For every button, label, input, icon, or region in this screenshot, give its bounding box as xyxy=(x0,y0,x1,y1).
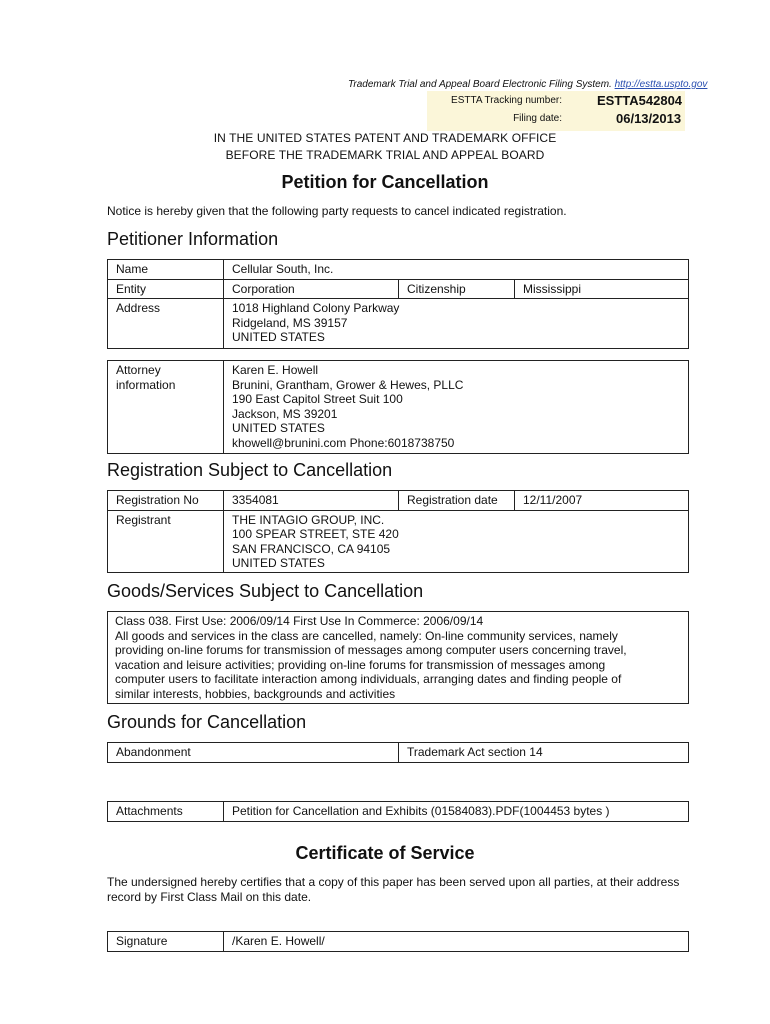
registration-table xyxy=(107,490,689,573)
goods-line: vacation and leisure activities; providing on-line forums for transmission of messages among xyxy=(115,657,606,672)
certificate-heading: Certificate of Service xyxy=(295,843,475,863)
address-line: UNITED STATES xyxy=(232,330,325,344)
ground-value: Abandonment xyxy=(108,743,399,762)
tracking-value: ESTTA542804 xyxy=(597,93,683,108)
signature-row xyxy=(108,932,688,951)
address-value xyxy=(224,299,688,348)
act-value: Trademark Act section 14 xyxy=(407,745,543,759)
attorney-label xyxy=(108,361,224,453)
attorney-line: Jackson, MS 39201 xyxy=(232,406,338,421)
entity-value: Corporation xyxy=(224,280,399,299)
registration-heading: Registration Subject to Cancellation xyxy=(107,460,393,480)
filing-date-label: Filing date: xyxy=(513,113,562,124)
attachments-row xyxy=(108,802,688,821)
goods-line: providing on-line forums for transmission of messages among computer users concerning travel, xyxy=(115,643,627,657)
name-label: Name xyxy=(108,260,224,279)
attorney-line: Karen E. Howell xyxy=(232,363,319,377)
attachments-value[interactable]: Petition for Cancellation and Exhibits (01584083).PDF(1004453 bytes ) xyxy=(232,804,610,818)
address-row xyxy=(108,298,688,348)
attorney-row xyxy=(108,361,688,453)
registrant-row xyxy=(108,510,688,572)
attorney-label-line: information xyxy=(116,377,176,392)
goods-line: Class 038. First Use: 2006/09/14 First Use In Commerce: 2006/09/14 xyxy=(115,614,484,628)
entity-label: Entity xyxy=(108,280,224,299)
goods-line: All goods and services in the class are cancelled, namely: On-line community services, namely xyxy=(115,628,618,643)
office-line-1: IN THE UNITED STATES PATENT AND TRADEMARK OFFICE xyxy=(213,131,557,145)
page-title: Petition for Cancellation xyxy=(281,172,489,192)
address-line: 1018 Highland Colony Parkway xyxy=(232,301,400,315)
tracking-label: ESTTA Tracking number: xyxy=(451,95,562,106)
petitioner-table xyxy=(107,259,689,349)
reg-no-row xyxy=(108,491,688,510)
system-header xyxy=(348,79,707,90)
grounds-row xyxy=(108,743,688,762)
attorney-line: Brunini, Grantham, Grower & Hewes, PLLC xyxy=(232,377,464,392)
goods-box xyxy=(107,611,689,704)
registrant-line: SAN FRANCISCO, CA 94105 xyxy=(232,541,391,556)
filing-date-value: 06/13/2013 xyxy=(616,111,682,126)
attorney-line: 190 East Capitol Street Suit 100 xyxy=(232,392,403,406)
petitioner-heading: Petitioner Information xyxy=(107,229,279,249)
reg-no-value: 3354081 xyxy=(224,491,399,510)
goods-line: computer users to facilitate interaction among individuals, arranging dates and finding people of xyxy=(115,672,622,686)
goods-line: similar interests, hobbies, backgrounds and activities xyxy=(115,686,396,701)
address-line: Ridgeland, MS 39157 xyxy=(232,315,348,330)
citizenship-value: Mississippi xyxy=(523,281,582,296)
attorney-table xyxy=(107,360,689,454)
registrant-line: UNITED STATES xyxy=(232,556,325,570)
registrant-line: THE INTAGIO GROUP, INC. xyxy=(232,512,385,527)
grounds-table xyxy=(107,742,689,763)
attorney-label-line: Attorney xyxy=(116,363,161,377)
goods-heading: Goods/Services Subject to Cancellation xyxy=(107,581,424,601)
signature-label: Signature xyxy=(108,932,224,951)
attorney-value xyxy=(224,361,688,453)
entity-row xyxy=(108,279,688,299)
attachments-label: Attachments xyxy=(108,802,224,821)
estta-link[interactable]: http://estta.uspto.gov xyxy=(614,79,708,90)
reg-no-label: Registration No xyxy=(108,491,224,510)
address-label: Address xyxy=(108,299,224,348)
signature-table xyxy=(107,931,689,952)
system-text: Trademark Trial and Appeal Board Electronic Filing System. xyxy=(348,79,612,90)
reg-date-value: 12/11/2007 xyxy=(523,493,583,507)
citizenship-label: Citizenship xyxy=(399,280,515,299)
attorney-line: UNITED STATES xyxy=(232,421,325,435)
registrant-label: Registrant xyxy=(108,511,224,572)
attorney-line: khowell@brunini.com Phone:6018738750 xyxy=(232,435,455,450)
grounds-heading: Grounds for Cancellation xyxy=(107,712,307,732)
certificate-text: The undersigned hereby certifies that a copy of this paper has been served upon all parties, at their address record by First Class Mail on this date. xyxy=(107,875,680,904)
signature-value: /Karen E. Howell/ xyxy=(232,934,325,948)
registrant-value xyxy=(224,511,688,572)
registrant-line: 100 SPEAR STREET, STE 420 xyxy=(232,527,399,541)
name-row xyxy=(108,260,688,279)
notice-text: Notice is hereby given that the following party requests to cancel indicated registration. xyxy=(107,204,567,218)
attachments-table xyxy=(107,801,689,822)
name-value: Cellular South, Inc. xyxy=(232,262,334,276)
reg-date-label: Registration date xyxy=(399,491,515,510)
office-line-2: BEFORE THE TRADEMARK TRIAL AND APPEAL BOARD xyxy=(225,148,545,162)
